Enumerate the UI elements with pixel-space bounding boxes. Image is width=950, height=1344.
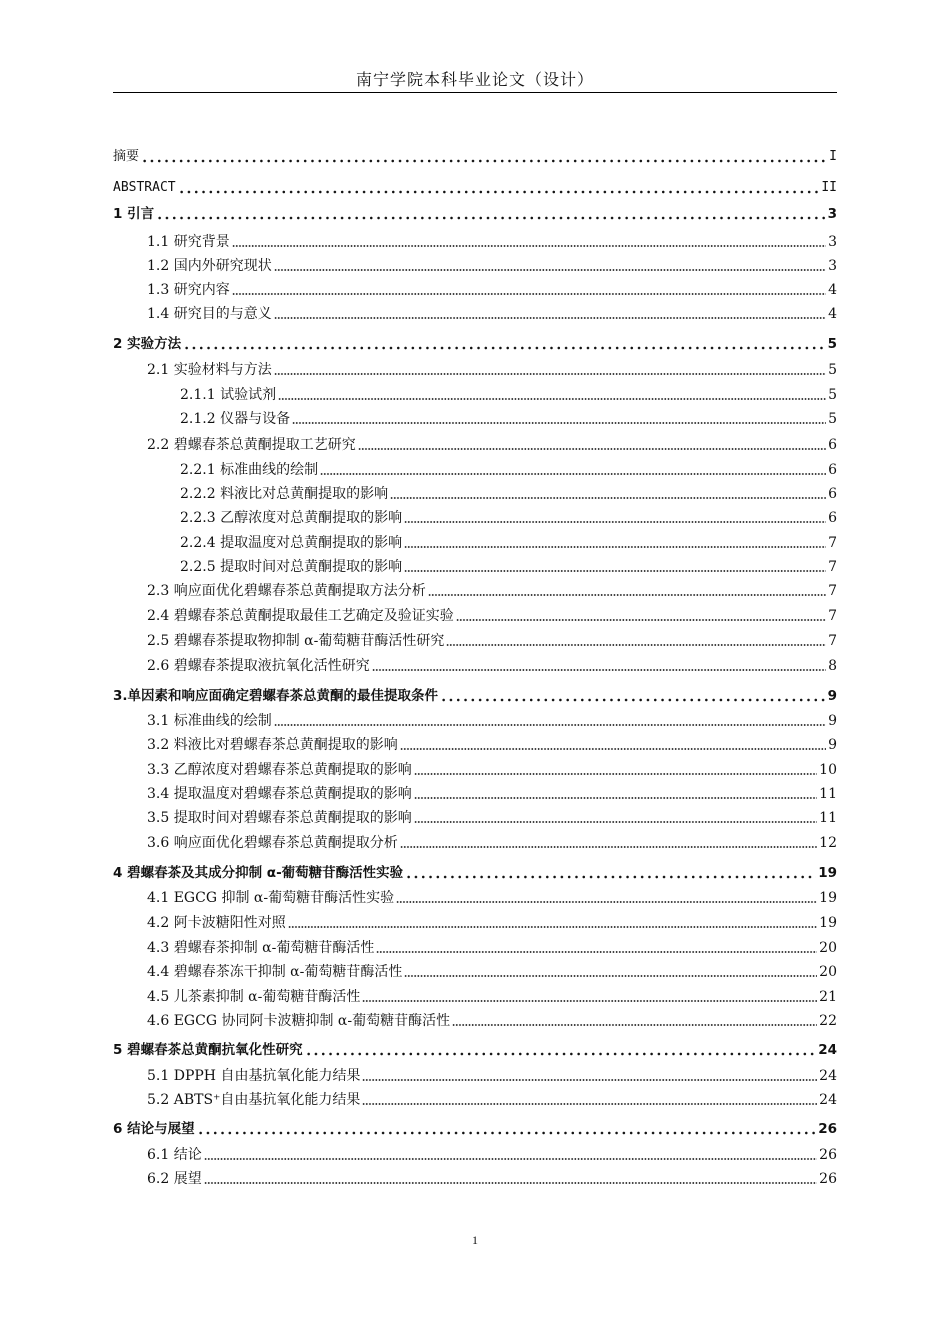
toc-entry[interactable] [113, 229, 837, 251]
toc-entry-title: 3.4 提取温度对碧螺春茶总黄酮提取的影响 [147, 786, 412, 802]
toc-entry[interactable] [113, 301, 837, 323]
toc-entry-page: 6 [828, 486, 837, 502]
toc-dot-leader [274, 316, 826, 320]
toc-dot-leader [292, 421, 826, 425]
toc-dot-leader [362, 1102, 817, 1106]
toc-entry-title: 2.2.1 标准曲线的绘制 [180, 462, 319, 478]
toc-entry-title: 2.2.5 提取时间对总黄酮提取的影响 [180, 559, 403, 575]
toc-entry-page: 12 [819, 835, 837, 851]
toc-entry-page: II [821, 180, 837, 195]
toc-dot-leader [156, 216, 826, 220]
toc-entry[interactable] [113, 1166, 837, 1188]
toc-entry-page: 5 [827, 336, 837, 352]
toc-entry-page: 6 [828, 510, 837, 526]
toc-entry[interactable] [113, 1037, 837, 1059]
toc-entry-page: 3 [828, 234, 837, 250]
toc-entry[interactable] [113, 805, 837, 827]
toc-dot-leader [358, 447, 826, 451]
toc-entry-title: 2.3 响应面优化碧螺春茶总黄酮提取方法分析 [147, 583, 426, 599]
page-number: 1 [472, 1233, 478, 1247]
toc-entry-title: 6 结论与展望 [113, 1121, 195, 1137]
toc-dot-leader [404, 545, 826, 549]
toc-entry-page: 20 [819, 964, 837, 980]
toc-entry-title: 2.5 碧螺春茶提取物抑制 α-葡萄糖苷酶活性研究 [147, 633, 445, 649]
toc-entry-title: 2 实验方法 [113, 336, 182, 352]
toc-dot-leader [372, 668, 826, 672]
toc-entry-page: 9 [827, 688, 837, 704]
toc-dot-leader [440, 698, 826, 702]
toc-entry[interactable] [113, 959, 837, 981]
toc-dot-leader [204, 1157, 817, 1161]
toc-entry-title: 3.6 响应面优化碧螺春茶总黄酮提取分析 [147, 835, 398, 851]
toc-entry-title: 3.3 乙醇浓度对碧螺春茶总黄酮提取的影响 [147, 762, 412, 778]
toc-entry-title: 2.4 碧螺春茶总黄酮提取最佳工艺确定及验证实验 [147, 608, 454, 624]
toc-entry-page: 19 [819, 890, 837, 906]
toc-entry-title: 3.1 标准曲线的绘制 [147, 713, 272, 729]
toc-dot-leader [204, 1181, 817, 1185]
header-divider [113, 92, 837, 93]
toc-entry[interactable] [113, 683, 837, 705]
toc-dot-leader [452, 1023, 817, 1027]
toc-entry-page: 26 [819, 1147, 837, 1163]
toc-entry-title: 1.3 研究内容 [147, 282, 230, 298]
toc-entry[interactable] [113, 505, 837, 527]
toc-dot-leader [414, 772, 817, 776]
toc-entry-title: 4.2 阿卡波糖阳性对照 [147, 915, 286, 931]
toc-dot-leader [404, 569, 826, 573]
toc-entry[interactable] [113, 830, 837, 852]
toc-entry-page: 8 [828, 658, 837, 674]
toc-entry[interactable] [113, 781, 837, 803]
toc-entry-title: 2.2.2 料液比对总黄酮提取的影响 [180, 486, 389, 502]
toc-dot-leader [390, 496, 826, 500]
toc-entry[interactable] [113, 277, 837, 299]
page-header-title: 南宁学院本科毕业论文（设计） [355, 70, 594, 89]
toc-entry[interactable] [113, 357, 837, 379]
toc-entry-title: 1 引言 [113, 206, 155, 222]
toc-dot-leader [405, 875, 816, 879]
toc-entry-title: 2.2 碧螺春茶总黄酮提取工艺研究 [147, 437, 356, 453]
toc-entry-title: 2.2.3 乙醇浓度对总黄酮提取的影响 [180, 510, 403, 526]
toc-entry[interactable] [113, 1116, 837, 1138]
toc-entry[interactable] [113, 653, 837, 675]
toc-entry-title: 2.1 实验材料与方法 [147, 362, 272, 378]
toc-dot-leader [414, 796, 817, 800]
toc-entry[interactable] [113, 1008, 837, 1030]
toc-entry-page: 21 [819, 989, 837, 1005]
toc-entry-title: 4.6 EGCG 协同阿卡波糖抑制 α-葡萄糖苷酶活性 [147, 1013, 451, 1029]
toc-entry[interactable] [113, 331, 837, 353]
toc-entry-title: 4.5 儿茶素抑制 α-葡萄糖苷酶活性 [147, 989, 361, 1005]
toc-entry-page: 4 [828, 282, 837, 298]
toc-dot-leader [274, 268, 826, 272]
toc-entry-title: 1.1 研究背景 [147, 234, 230, 250]
toc-entry[interactable] [113, 708, 837, 730]
toc-entry-title: 1.2 国内外研究现状 [147, 258, 272, 274]
toc-entry-page: 10 [819, 762, 837, 778]
toc-entry[interactable] [113, 432, 837, 454]
toc-entry[interactable] [113, 457, 837, 479]
toc-entry-page: 6 [828, 462, 837, 478]
toc-entry-title: 2.1.1 试验试剂 [180, 387, 277, 403]
toc-entry-title: 3.5 提取时间对碧螺春茶总黄酮提取的影响 [147, 810, 412, 826]
toc-entry-title: 2.2.4 提取温度对总黄酮提取的影响 [180, 535, 403, 551]
toc-dot-leader [232, 244, 826, 248]
toc-entry[interactable] [113, 144, 837, 166]
toc-entry-page: 7 [828, 608, 837, 624]
toc-dot-leader [197, 1131, 817, 1135]
toc-dot-leader [305, 1052, 817, 1056]
toc-dot-leader [320, 472, 826, 476]
toc-entry-page: 7 [828, 583, 837, 599]
toc-entry[interactable] [113, 1087, 837, 1109]
toc-entry[interactable] [113, 406, 837, 428]
toc-entry[interactable] [113, 757, 837, 779]
toc-dot-leader [400, 747, 826, 751]
toc-entry-page: 7 [828, 633, 837, 649]
toc-dot-leader [404, 520, 826, 524]
toc-dot-leader [232, 292, 826, 296]
toc-entry[interactable] [113, 860, 837, 882]
toc-entry-page: 22 [819, 1013, 837, 1029]
toc-entry-title: 1.4 研究目的与意义 [147, 306, 272, 322]
toc-entry-page: 26 [818, 1121, 837, 1137]
toc-entry-page: 7 [828, 559, 837, 575]
toc-entry-title: 5 碧螺春茶总黄酮抗氧化性研究 [113, 1042, 303, 1058]
toc-entry-page: 11 [819, 786, 837, 802]
toc-entry[interactable] [113, 175, 837, 197]
toc-entry-page: 5 [828, 362, 837, 378]
toc-entry[interactable] [113, 554, 837, 576]
toc-entry-title: ABSTRACT [113, 180, 176, 195]
toc-entry-page: 24 [819, 1068, 837, 1084]
toc-entry[interactable] [113, 885, 837, 907]
toc-entry-title: 4.4 碧螺春茶冻干抑制 α-葡萄糖苷酶活性 [147, 964, 403, 980]
toc-entry[interactable] [113, 578, 837, 600]
toc-entry-page: 19 [818, 865, 837, 881]
toc-entry-title: 4.3 碧螺春茶抑制 α-葡萄糖苷酶活性 [147, 940, 375, 956]
toc-entry-page: 11 [819, 810, 837, 826]
toc-entry-title: 5.1 DPPH 自由基抗氧化能力结果 [147, 1068, 361, 1084]
toc-entry[interactable] [113, 935, 837, 957]
toc-entry-page: 3 [828, 258, 837, 274]
toc-entry-page: 24 [818, 1042, 837, 1058]
toc-dot-leader [274, 723, 826, 727]
toc-entry[interactable] [113, 910, 837, 932]
toc-entry-page: 19 [819, 915, 837, 931]
toc-entry-page: 5 [828, 387, 837, 403]
toc-dot-leader [141, 159, 827, 163]
toc-entry[interactable] [113, 732, 837, 754]
toc-dot-leader [362, 1078, 817, 1082]
toc-dot-leader [400, 845, 817, 849]
toc-entry[interactable] [113, 628, 837, 650]
toc-entry[interactable] [113, 481, 837, 503]
toc-entry[interactable] [113, 382, 837, 404]
toc-entry-title: 6.1 结论 [147, 1147, 202, 1163]
toc-entry-page: 7 [828, 535, 837, 551]
toc-entry-title: 6.2 展望 [147, 1171, 202, 1187]
toc-entry[interactable] [113, 1063, 837, 1085]
toc-entry-title: 3.2 料液比对碧螺春茶总黄酮提取的影响 [147, 737, 398, 753]
toc-entry-title: 3.单因素和响应面确定碧螺春茶总黄酮的最佳提取条件 [113, 688, 439, 704]
toc-dot-leader [362, 999, 817, 1003]
toc-dot-leader [414, 820, 817, 824]
toc-dot-leader [456, 618, 826, 622]
toc-entry-title: 摘要 [113, 149, 140, 164]
toc-entry-page: 9 [828, 737, 837, 753]
toc-entry-page: 20 [819, 940, 837, 956]
toc-entry[interactable] [113, 1142, 837, 1164]
toc-dot-leader [404, 974, 817, 978]
toc-entry[interactable] [113, 984, 837, 1006]
toc-dot-leader [446, 643, 826, 647]
toc-entry-page: 26 [819, 1171, 837, 1187]
toc-entry[interactable] [113, 201, 837, 223]
toc-dot-leader [183, 346, 826, 350]
toc-entry[interactable] [113, 253, 837, 275]
toc-entry-page: 5 [828, 411, 837, 427]
toc-entry-title: 2.1.2 仪器与设备 [180, 411, 291, 427]
toc-dot-leader [288, 925, 817, 929]
toc-dot-leader [274, 372, 826, 376]
toc-entry-title: 4 碧螺春茶及其成分抑制 α-葡萄糖苷酶活性实验 [113, 865, 404, 881]
toc-entry-title: 2.6 碧螺春茶提取液抗氧化活性研究 [147, 658, 370, 674]
toc-entry-page: 9 [828, 713, 837, 729]
toc-entry-title: 5.2 ABTS⁺自由基抗氧化能力结果 [147, 1092, 361, 1108]
toc-dot-leader [178, 190, 820, 194]
toc-entry-page: 24 [819, 1092, 837, 1108]
toc-entry-page: I [829, 149, 837, 164]
toc-entry[interactable] [113, 603, 837, 625]
toc-entry-page: 6 [828, 437, 837, 453]
toc-dot-leader [428, 593, 826, 597]
toc-entry-page: 4 [828, 306, 837, 322]
toc-dot-leader [278, 397, 826, 401]
toc-entry-page: 3 [827, 206, 837, 222]
toc-entry-title: 4.1 EGCG 抑制 α-葡萄糖苷酶活性实验 [147, 890, 395, 906]
toc-dot-leader [376, 950, 817, 954]
toc-entry[interactable] [113, 530, 837, 552]
toc-dot-leader [396, 900, 817, 904]
